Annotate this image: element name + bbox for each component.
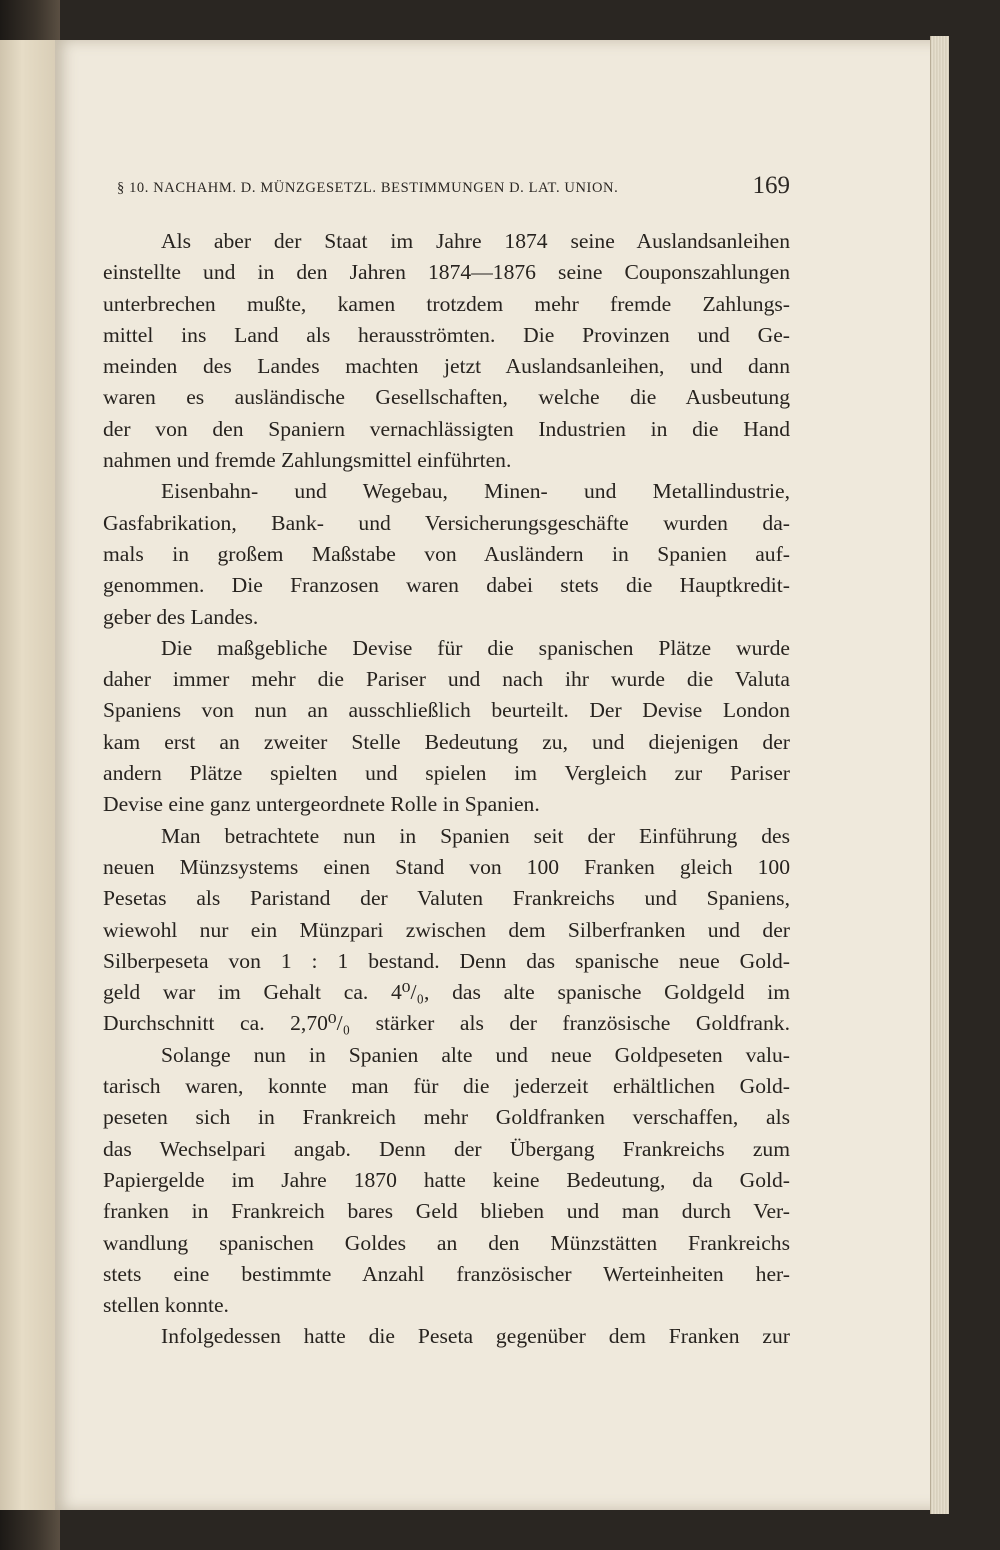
page-number: 169 — [752, 172, 790, 199]
text-line: stellen konnte. — [103, 1293, 229, 1318]
running-head: § 10. NACHAHM. D. MÜNZGESETZL. BESTIMMUNGEN D. LAT. UNION. — [117, 180, 619, 196]
text-line: der von den Spaniern vernachlässigten Industrien in die Hand — [103, 416, 790, 441]
body-text — [103, 226, 790, 1353]
text-line: Eisenbahn- und Wegebau, Minen- und Metallindustrie, — [161, 479, 790, 504]
text-line: Die maßgebliche Devise für die spanischen Plätze wurde — [161, 635, 790, 660]
text-line: Pesetas als Paristand der Valuten Frankreichs und Spaniens, — [103, 886, 790, 911]
text-line: das Wechselpari angab. Denn der Übergang Frankreichs zum — [103, 1136, 790, 1161]
text-line: neuen Münzsystems einen Stand von 100 Franken gleich 100 — [103, 854, 790, 879]
text-line: Durchschnitt ca. 2,70⁰/₀ stärker als der französische Goldfrank. — [103, 1011, 790, 1036]
text-line: mals in großem Maßstabe von Ausländern in Spanien auf- — [103, 541, 790, 566]
text-line: wiewohl nur ein Münzpari zwischen dem Silberfranken und der — [103, 917, 790, 942]
text-line: peseten sich in Frankreich mehr Goldfranken verschaffen, als — [103, 1105, 790, 1130]
text-line: kam erst an zweiter Stelle Bedeutung zu, und diejenigen der — [103, 729, 790, 754]
text-line: unterbrechen mußte, kamen trotzdem mehr fremde Zahlungs- — [103, 291, 790, 316]
text-line: geld war im Gehalt ca. 4⁰/₀, das alte spanische Goldgeld im — [103, 980, 790, 1005]
page-header — [117, 174, 790, 204]
text-line: wandlung spanischen Goldes an den Münzstätten Frankreichs — [103, 1230, 790, 1255]
text-line: andern Plätze spielten und spielen im Vergleich zur Pariser — [103, 761, 790, 786]
text-line: Papiergelde im Jahre 1870 hatte keine Bedeutung, da Gold- — [103, 1167, 790, 1192]
text-line: nahmen und fremde Zahlungsmittel einführten. — [103, 448, 512, 473]
text-line: Infolgedessen hatte die Peseta gegenüber dem Franken zur — [161, 1324, 790, 1349]
text-line: stets eine bestimmte Anzahl französischer Werteinheiten her- — [103, 1261, 790, 1286]
text-line: Devise eine ganz untergeordnete Rolle in Spanien. — [103, 792, 540, 817]
text-line: Man betrachtete nun in Spanien seit der Einführung des — [161, 823, 790, 848]
text-line: daher immer mehr die Pariser und nach ihr wurde die Valuta — [103, 667, 790, 692]
text-line: tarisch waren, konnte man für die jederzeit erhältlichen Gold- — [103, 1074, 790, 1099]
text-line: mittel ins Land als herausströmten. Die Provinzen und Ge- — [103, 322, 790, 347]
text-line: meinden des Landes machten jetzt Auslandsanleihen, und dann — [103, 354, 790, 379]
text-line: Spaniens von nun an ausschließlich beurteilt. Der Devise London — [103, 698, 790, 723]
text-line: genommen. Die Franzosen waren dabei stets die Hauptkredit- — [103, 573, 790, 598]
page-edge-stack — [930, 36, 949, 1514]
left-page-edge — [0, 40, 56, 1510]
text-line: Silberpeseta von 1 : 1 bestand. Denn das spanische neue Gold- — [103, 948, 790, 973]
text-line: franken in Frankreich bares Geld blieben und man durch Ver- — [103, 1199, 790, 1224]
text-line: einstellte und in den Jahren 1874—1876 seine Couponszahlungen — [103, 260, 790, 285]
text-line: geber des Landes. — [103, 604, 259, 629]
text-line: Solange nun in Spanien alte und neue Goldpeseten valu- — [161, 1042, 790, 1067]
text-line: Als aber der Staat im Jahre 1874 seine Auslandsanleihen — [161, 229, 790, 253]
text-line: waren es ausländische Gesellschaften, welche die Ausbeutung — [103, 385, 790, 410]
text-line: Gasfabrikation, Bank- und Versicherungsgeschäfte wurden da- — [103, 510, 790, 535]
